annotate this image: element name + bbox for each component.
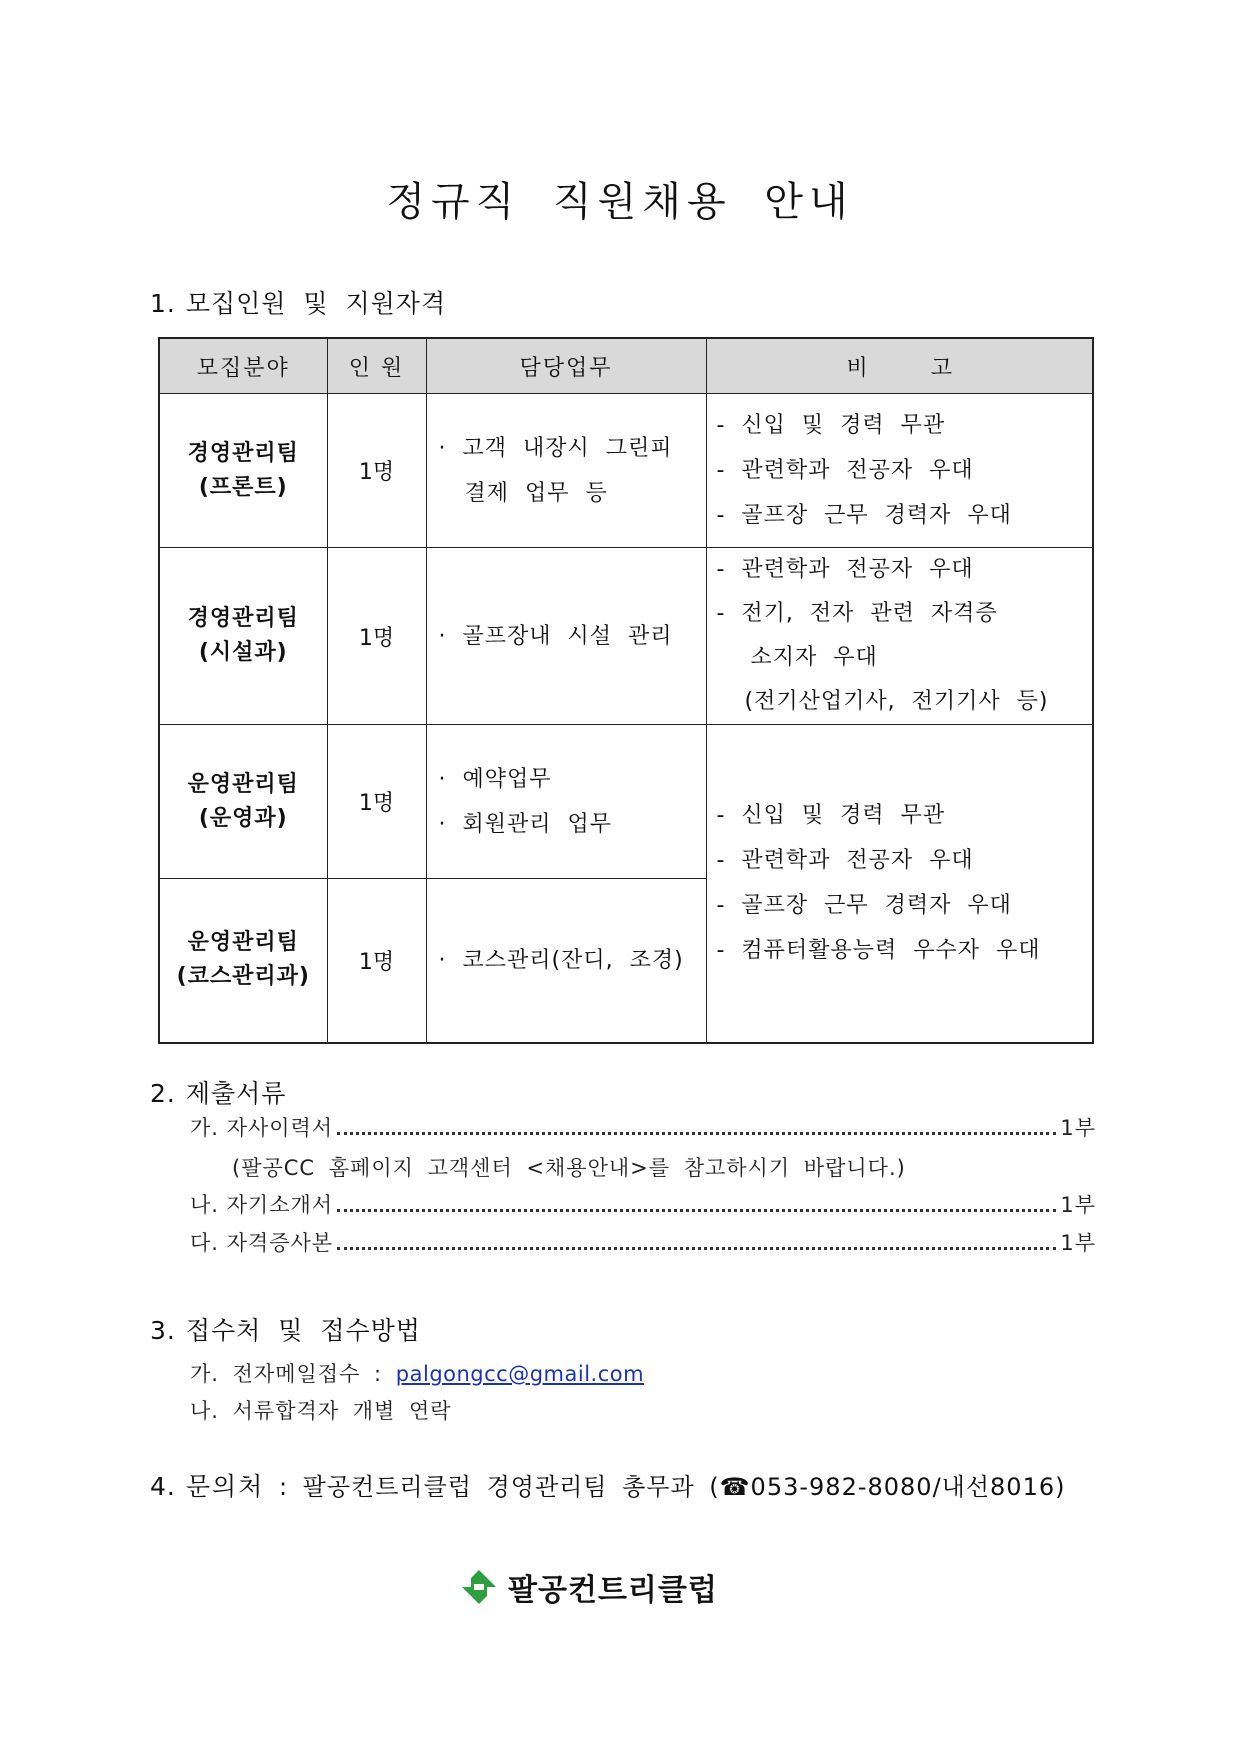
duty-cell (426, 879, 706, 1043)
team-dept: (시설과) (198, 640, 288, 665)
club-logo-text: 팔공컨트리클럽 (508, 1573, 718, 1608)
section-1-number: 1. (150, 289, 176, 318)
duty-line: · 회원관리 업무 (438, 811, 612, 837)
dot-leader (337, 1132, 1056, 1135)
note-line: (전기산업기사, 전기기사 등) (744, 689, 1049, 714)
section-4-heading (150, 1467, 1065, 1503)
note-line: - 골프장 근무 경력자 우대 (716, 893, 1012, 919)
contact-method-row: 나. 서류합격자 개별 연락 (190, 1399, 452, 1423)
header-note: 비 고 (706, 338, 1093, 394)
list-item (190, 1227, 1096, 1257)
duty-line: · 골프장내 시설 관리 (438, 623, 673, 649)
list-item-label: 다. 자격증사본 (190, 1231, 334, 1255)
section-4-number: 4. (150, 1472, 176, 1501)
header-field: 모집분야 (159, 338, 327, 394)
count-cell: 1명 (327, 548, 426, 725)
list-item-qty: 1부 (1060, 1193, 1096, 1217)
team-name: 운영관리팀 (187, 771, 299, 797)
team-dept: (코스관리과) (176, 964, 310, 990)
note-line: - 관련학과 전공자 우대 (716, 557, 974, 582)
list-item-qty: 1부 (1060, 1116, 1096, 1140)
table-row (159, 394, 1093, 548)
duty-line: 결제 업무 등 (464, 480, 608, 506)
duty-line: · 코스관리(잔디, 조경) (438, 947, 684, 973)
recruitment-table (158, 337, 1094, 1044)
count-cell: 1명 (327, 394, 426, 548)
dot-leader (337, 1209, 1056, 1212)
note-cell (706, 394, 1093, 548)
section-2-title: 제출서류 (185, 1079, 287, 1108)
list-item-note: (팔공CC 홈페이지 고객센터 <채용안내>를 참고하시기 바랍니다.) (232, 1156, 906, 1180)
team-dept: (프론트) (198, 474, 288, 500)
document-title: 정규직 직원채용 안내 (386, 179, 854, 225)
email-label: 가. 전자메일접수 : (190, 1362, 396, 1386)
note-line: - 신입 및 경력 무관 (716, 803, 946, 829)
club-logo-icon (460, 1568, 498, 1606)
list-item (190, 1189, 1096, 1219)
note-line: - 관련학과 전공자 우대 (716, 458, 974, 483)
section-3-number: 3. (150, 1316, 176, 1345)
section-4-contact: : 팔공컨트리클럽 경영관리팀 총무과 (☎053-982-8080/내선8016) (264, 1473, 1066, 1501)
note-line: - 골프장 근무 경력자 우대 (716, 503, 1012, 528)
team-name: 운영관리팀 (187, 930, 299, 956)
team-cell (159, 725, 327, 879)
section-2-number: 2. (150, 1079, 176, 1108)
dot-leader (337, 1247, 1056, 1250)
team-cell (159, 879, 327, 1043)
team-cell (159, 394, 327, 548)
list-item-qty: 1부 (1060, 1231, 1096, 1255)
club-logo (460, 1567, 718, 1607)
team-cell (159, 548, 327, 725)
note-line: - 관련학과 전공자 우대 (716, 848, 974, 874)
note-line: 소지자 우대 (750, 645, 878, 670)
table-header-row (159, 338, 1093, 394)
section-3-heading (150, 1311, 421, 1347)
note-cell-shared (706, 725, 1093, 1043)
note-cell (706, 548, 1093, 725)
note-line: - 컴퓨터활용능력 우수자 우대 (716, 938, 1041, 964)
duty-line: · 예약업무 (438, 766, 552, 792)
table-row (159, 548, 1093, 725)
count-cell: 1명 (327, 725, 426, 879)
note-line: - 전기, 전자 관련 자격증 (716, 601, 998, 626)
section-4-label: 문의처 (185, 1472, 265, 1501)
team-name: 경영관리팀 (187, 606, 299, 631)
team-name: 경영관리팀 (187, 440, 299, 466)
duty-cell (426, 548, 706, 725)
email-row (190, 1358, 644, 1388)
list-item (190, 1112, 1096, 1142)
table-row (159, 725, 1093, 879)
header-duty: 담당업무 (426, 338, 706, 394)
section-1-title: 모집인원 및 지원자격 (185, 289, 447, 318)
section-2-heading (150, 1074, 286, 1110)
list-item-label: 나. 자기소개서 (190, 1193, 334, 1217)
team-dept: (운영과) (198, 805, 288, 831)
duty-line: · 고객 내장시 그린피 (438, 435, 673, 461)
section-1-heading (150, 284, 446, 320)
note-line: - 신입 및 경력 무관 (716, 413, 946, 438)
count-cell: 1명 (327, 879, 426, 1043)
section-3-title: 접수처 및 접수방법 (185, 1316, 421, 1345)
duty-cell (426, 394, 706, 548)
duty-cell (426, 725, 706, 879)
email-link[interactable]: palgongcc@gmail.com (395, 1362, 645, 1386)
header-count: 인 원 (327, 338, 426, 394)
list-item-label: 가. 자사이력서 (190, 1116, 334, 1140)
